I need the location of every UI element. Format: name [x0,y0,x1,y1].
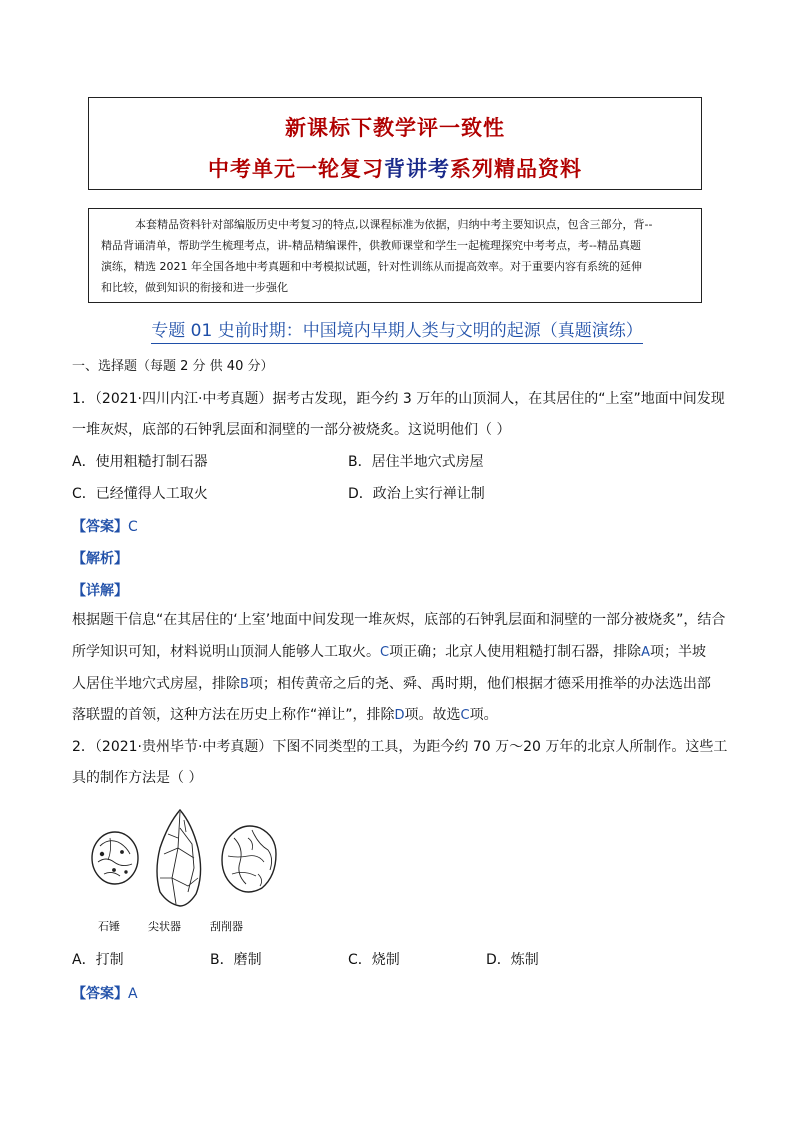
q2-option-c: C．烧制 [348,952,400,968]
q1-option-c: C．已经懂得人工取火 [72,486,208,502]
banner-jiang: 讲 [406,157,428,181]
intro-line: 演练，精选 2021 年全国各地中考真题和中考模拟试题，针对性训练从而提高效率。对于重要内容有系统的延伸 [101,260,642,273]
tool-label-pointed: 尖状器 [148,920,181,933]
scraper-drawing [222,826,276,892]
q1-stem-line1: 1．（2021·四川内江·中考真题）据考古发现，距今约 3 万年的山顶洞人，在其居住的“上室”地面中间发现 [72,391,725,407]
banner-kao: 考 [428,157,450,181]
q1-answer-value: C [128,519,138,535]
q1-detail-line1: 根据题干信息“在其居住的‘上室’地面中间发现一堆灰烬，底部的石钟乳层面和洞壁的一部分被烧炙”，结合 [72,612,726,628]
q1-option-b: B．居住半地穴式房屋 [348,454,484,470]
q2-stem-line1: 2．（2021·贵州毕节·中考真题）下图不同类型的工具，为距今约 70 万～20 万年的北京人所制作。这些工 [72,739,728,755]
banner-bei: 背 [384,157,406,181]
q2-option-a: A．打制 [72,952,124,968]
intro-line: 和比较，做到知识的衔接和进一步强化 [101,281,288,294]
q1-option-a: A．使用粗糙打制石器 [72,454,208,470]
q1-analysis-label: 【解析】 [72,551,128,567]
intro-line: 精品背诵清单，帮助学生梳理考点，讲-精品精编课件，供教师课堂和学生一起梳理探究中考考点，考--精品真题 [101,239,641,252]
q1-detail-line3: 人居住半地穴式房屋，排除B项；相传黄帝之后的尧、舜、禹时期，他们根据才德采用推举的办法选出部 [72,676,711,692]
tool-label-hammer: 石锤 [98,920,120,933]
q1-stem-line2: 一堆灰烬，底部的石钟乳层面和洞壁的一部分被烧炙。这说明他们（ ） [72,422,511,438]
intro-line: 本套精品资料针对部编版历史中考复习的特点,以课程标准为依据，归纳中考主要知识点，包含三部分，背-- [135,218,653,231]
q1-detail-line4: 落联盟的首领，这种方法在历史上称作“禅让”，排除D项。故选C项。 [72,707,498,723]
banner-title-line2 [89,153,701,183]
banner-line2-prefix: 中考单元一轮复习 [208,157,384,181]
q1-detail-line2: 所学知识可知，材料说明山顶洞人能够人工取火。C项正确；北京人使用粗糙打制石器，排除A项；半坡 [72,644,706,660]
banner-line2-suffix: 系列精品资料 [450,157,582,181]
stone-hammer-drawing [92,832,138,884]
banner-title-line1: 新课标下教学评一致性 [285,116,505,140]
q1-option-d: D．政治上实行禅让制 [348,486,485,502]
section-heading: 一、选择题（每题 2 分 供 40 分） [72,359,274,374]
stone-tools-illustration [88,808,283,938]
intro-box [88,208,702,303]
q2-answer-value: A [128,986,138,1002]
title-banner [88,97,702,190]
pointed-tool-drawing [157,810,201,906]
stone-tools-figure [88,808,283,938]
q2-option-b: B．磨制 [210,952,262,968]
q1-detail-label: 【详解】 [72,583,128,599]
tool-label-scraper: 刮削器 [210,920,243,933]
q1-answer: 【答案】C [72,519,138,535]
q2-option-d: D．炼制 [486,952,539,968]
q2-stem-line2: 具的制作方法是（ ） [72,770,203,786]
q2-answer: 【答案】A [72,986,138,1002]
topic-title: 专题 01 史前时期：中国境内早期人类与文明的起源（真题演练） [0,316,794,341]
